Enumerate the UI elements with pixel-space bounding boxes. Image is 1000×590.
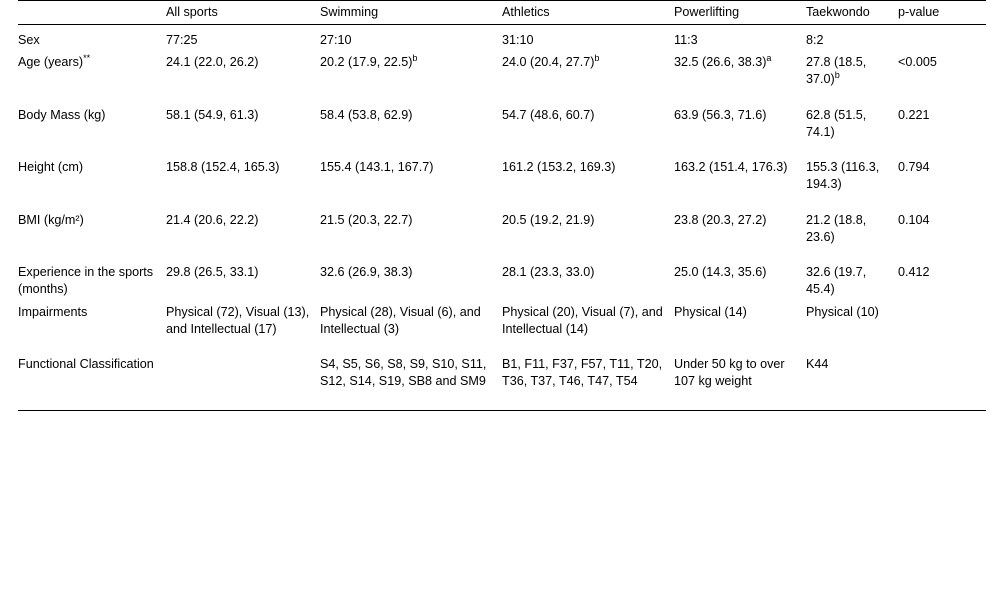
- cell-age-athletics-sup: b: [594, 53, 600, 64]
- participant-characteristics-table: [18, 0, 986, 411]
- cell-age-swimming-sup: b: [412, 53, 418, 64]
- row-label-body-mass: Body Mass (kg): [18, 107, 106, 122]
- cell-bodymass-all-sports: 58.1 (54.9, 61.3): [166, 107, 259, 122]
- column-header-p-value: p-value: [898, 1, 986, 25]
- cell-age-powerlifting-text: 32.5 (26.6, 38.3): [674, 55, 767, 70]
- cell-sex-powerlifting: 11:3: [674, 32, 698, 47]
- cell-functional-taekwondo: K44: [806, 357, 829, 372]
- cell-impairments-all-sports: Physical (72), Visual (13), and Intellectual (17): [166, 304, 310, 336]
- column-header-all-sports: All sports: [166, 1, 320, 25]
- cell-sex-all-sports: 77:25: [166, 32, 198, 47]
- table-row: [18, 301, 986, 340]
- cell-age-swimming-text: 20.2 (17.9, 22.5): [320, 55, 413, 70]
- cell-height-swimming: 155.4 (143.1, 167.7): [320, 160, 434, 175]
- row-spacer: [18, 91, 986, 104]
- cell-functional-all-sports: [166, 353, 320, 392]
- row-spacer-cell: [18, 143, 986, 156]
- table-row: [18, 353, 986, 392]
- cell-age-taekwondo-sup: b: [834, 70, 840, 81]
- cell-sex-swimming: 27:10: [320, 32, 352, 47]
- cell-bmi-pvalue: 0.104: [898, 212, 930, 227]
- table-row: [18, 261, 986, 300]
- cell-bmi-powerlifting: 23.8 (20.3, 27.2): [674, 212, 767, 227]
- cell-experience-swimming: 32.6 (26.9, 38.3): [320, 265, 413, 280]
- cell-bmi-swimming: 21.5 (20.3, 22.7): [320, 212, 413, 227]
- table-header: [18, 1, 986, 25]
- row-label-sex: Sex: [18, 32, 40, 47]
- cell-experience-taekwondo: 32.6 (19.7, 45.4): [806, 265, 867, 297]
- cell-sex-taekwondo: 8:2: [806, 32, 824, 47]
- cell-functional-athletics: B1, F11, F37, F57, T11, T20, T36, T37, T46, T47, T54: [502, 357, 663, 389]
- row-spacer-cell: [18, 248, 986, 261]
- row-spacer-cell: [18, 196, 986, 209]
- row-label-functional-classification: Functional Classification: [18, 357, 154, 372]
- row-label-age-text: Age (years): [18, 55, 84, 70]
- row-spacer-cell: [18, 340, 986, 353]
- cell-experience-athletics: 28.1 (23.3, 33.0): [502, 265, 595, 280]
- column-header-rowlabel: [18, 1, 166, 25]
- cell-experience-pvalue: 0.412: [898, 265, 930, 280]
- cell-sex-athletics: 31:10: [502, 32, 534, 47]
- row-label-impairments: Impairments: [18, 304, 88, 319]
- cell-height-taekwondo: 155.3 (116.3, 194.3): [806, 160, 880, 192]
- row-spacer-cell: [18, 91, 986, 104]
- table-body: [18, 24, 986, 410]
- cell-experience-all-sports: 29.8 (26.5, 33.1): [166, 265, 259, 280]
- cell-sex-pvalue: [898, 24, 986, 51]
- cell-height-pvalue: 0.794: [898, 160, 930, 175]
- cell-impairments-pvalue: [898, 301, 986, 340]
- cell-height-powerlifting: 163.2 (151.4, 176.3): [674, 160, 788, 175]
- cell-impairments-swimming: Physical (28), Visual (6), and Intellectual (3): [320, 304, 481, 336]
- cell-age-all-sports-text: 24.1 (22.0, 26.2): [166, 55, 259, 70]
- table-row: [18, 104, 986, 143]
- cell-bmi-athletics: 20.5 (19.2, 21.9): [502, 212, 595, 227]
- cell-age-all-sports: [166, 51, 320, 90]
- cell-experience-powerlifting: 25.0 (14.3, 35.6): [674, 265, 767, 280]
- cell-impairments-athletics: Physical (20), Visual (7), and Intellectual (14): [502, 304, 663, 336]
- cell-age-swimming: [320, 51, 502, 90]
- cell-impairments-powerlifting: Physical (14): [674, 304, 747, 319]
- cell-age-powerlifting: [674, 51, 806, 90]
- cell-bodymass-pvalue: 0.221: [898, 107, 930, 122]
- row-spacer: [18, 196, 986, 209]
- cell-age-powerlifting-sup: a: [766, 53, 772, 64]
- column-header-athletics: Athletics: [502, 1, 674, 25]
- cell-age-athletics-text: 24.0 (20.4, 27.7): [502, 55, 595, 70]
- cell-functional-pvalue: [898, 353, 986, 392]
- row-spacer: [18, 340, 986, 353]
- cell-height-all-sports: 158.8 (152.4, 165.3): [166, 160, 280, 175]
- column-header-powerlifting: Powerlifting: [674, 1, 806, 25]
- cell-bodymass-powerlifting: 63.9 (56.3, 71.6): [674, 107, 767, 122]
- cell-bmi-taekwondo: 21.2 (18.8, 23.6): [806, 212, 867, 244]
- cell-age-pvalue: <0.005: [898, 55, 937, 70]
- row-label-age-superscript: **: [83, 53, 91, 64]
- table-row: [18, 24, 986, 51]
- table-row: [18, 209, 986, 248]
- cell-bmi-all-sports: 21.4 (20.6, 22.2): [166, 212, 259, 227]
- row-label-age: [18, 51, 166, 90]
- row-label-experience: Experience in the sports (months): [18, 265, 154, 297]
- cell-functional-powerlifting: Under 50 kg to over 107 kg weight: [674, 357, 785, 389]
- table-bottom-rule: [18, 406, 986, 411]
- table-row: [18, 51, 986, 90]
- row-label-height: Height (cm): [18, 160, 84, 175]
- row-spacer: [18, 248, 986, 261]
- cell-bodymass-swimming: 58.4 (53.8, 62.9): [320, 107, 413, 122]
- cell-height-athletics: 161.2 (153.2, 169.3): [502, 160, 616, 175]
- column-header-taekwondo: Taekwondo: [806, 1, 898, 25]
- cell-age-athletics: [502, 51, 674, 90]
- table-row: [18, 156, 986, 195]
- row-spacer: [18, 393, 986, 406]
- row-spacer-cell: [18, 393, 986, 406]
- cell-functional-swimming: S4, S5, S6, S8, S9, S10, S11, S12, S14, S19, SB8 and SM9: [320, 357, 487, 389]
- table-header-row: [18, 1, 986, 25]
- cell-impairments-taekwondo: Physical (10): [806, 304, 879, 319]
- column-header-swimming: Swimming: [320, 1, 502, 25]
- cell-bodymass-athletics: 54.7 (48.6, 60.7): [502, 107, 595, 122]
- table-bottom-rule-cell: [18, 406, 986, 411]
- cell-age-taekwondo-text: 27.8 (18.5, 37.0): [806, 55, 867, 87]
- cell-age-taekwondo: [806, 51, 898, 90]
- row-spacer: [18, 143, 986, 156]
- cell-bodymass-taekwondo: 62.8 (51.5, 74.1): [806, 107, 867, 139]
- row-label-bmi: BMI (kg/m²): [18, 212, 84, 227]
